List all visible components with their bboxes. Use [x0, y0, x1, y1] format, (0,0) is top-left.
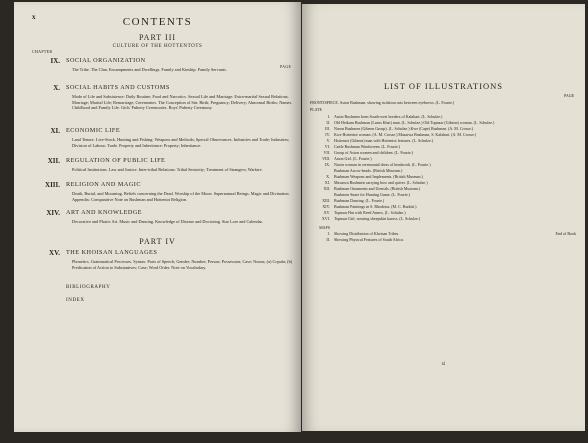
- plate-number: VII.: [323, 150, 330, 155]
- page-column-label: PAGE: [280, 64, 292, 69]
- chapter-description: Land Tenure. Live-Stock. Hunting and Fishing: Weapons and Methods; Special Observances. Industries and Trade; Industries; Division of Labour; Trade. Property and Inheritance: Property; Inheritance.: [72, 137, 290, 148]
- map-number: I.: [327, 231, 330, 236]
- plate-caption: Bushman Arrow-heads. (British Museum.): [334, 168, 403, 173]
- plate-number: IX.: [324, 162, 330, 167]
- plate-caption: Bushman Dancing. (L. Fourie.): [334, 198, 385, 203]
- map-page: End of Book: [555, 231, 576, 236]
- bibliography-entry: BIBLIOGRAPHY: [66, 285, 111, 290]
- plate-number: II.: [326, 120, 330, 125]
- plate-number: XI.: [324, 180, 330, 185]
- chapter-description: Decorative and Plastic Art. Music and Dancing. Knowledge of Disease and Doctoring. Star Lore and Calendar.: [72, 219, 263, 224]
- right-page: [302, 4, 585, 431]
- map-number: II.: [326, 237, 330, 242]
- plate-caption: Aston Bushmen from South-west borders of Kalahari. (L. Schulze.): [334, 114, 443, 119]
- plate-number: IV.: [325, 132, 330, 137]
- plate-caption: Old Heikum Bushman (Lurus Khai) man. (L. Schulze.) Old Topnaar (Gibeon) woman. (L. Schulze.): [334, 120, 495, 125]
- page-number: xi: [441, 362, 446, 367]
- plate-number: I.: [327, 114, 330, 119]
- plate-caption: Aston Girl. (L. Fourie.): [334, 156, 372, 161]
- plate-caption: Naron woman in ceremonial dress of beadwork. (L. Fourie.): [334, 162, 431, 167]
- plate-number: XIV.: [322, 204, 330, 209]
- plate-caption: Topnaar Girl, wearing sheepskin kaross. (L. Schulze.): [334, 216, 421, 221]
- plate-number: III.: [325, 126, 330, 131]
- plate-number: X.: [326, 174, 330, 179]
- page-number: x: [32, 13, 36, 21]
- plate-number: VIII.: [322, 156, 330, 161]
- plate-number: XV.: [323, 210, 330, 215]
- plate-number: XIII.: [322, 198, 330, 203]
- plate-number: VI.: [324, 144, 330, 149]
- chapter-title: ART AND KNOWLEDGE: [66, 209, 143, 216]
- chapter-title: RELIGION AND MAGIC: [66, 181, 141, 188]
- plate-caption: Naron Bushmen (Gibeon Group). (L. Schulze.) Kwe (Cape) Bushman. (A. M. Crosse.): [334, 126, 474, 131]
- chapter-number: XII.: [47, 157, 60, 165]
- list-item: [310, 237, 578, 243]
- plate-caption: Masarwa Bushmen carrying bow and quiver. (L. Schulze.): [334, 180, 428, 185]
- chapter-description: Political Institutions. Law and Justice. Inter-tribal Relations: Tribal Seniority; Treatment of Strangers; Warfare.: [72, 167, 263, 172]
- map-caption: Showing Physical Features of South Africa.: [334, 237, 404, 242]
- chapter-number: XIII.: [45, 181, 60, 189]
- chapter-title: ECONOMIC LIFE: [66, 127, 121, 134]
- chapter-description: Phonetics. Grammatical Processes. Syntax: Parts of Speech; Gender; Number; Person; Possession; Case; Nouns; (a) Copula; (b) Predication of Action to Substantives; Case; Word Order. Note on Vocabulary.: [72, 259, 293, 270]
- list-item: [310, 216, 578, 222]
- maps-label: MAPS: [319, 225, 330, 230]
- plate-caption: Bushman Weapons and Implements. (British Museum.): [334, 174, 423, 179]
- plate-caption: Kwe Hottentot woman. (A. M. Crosse.) Masarwa Bushman, S. Kalahari. (A. M. Crosse.): [334, 132, 477, 137]
- plate-caption: Group of Aston women and children. (L. Fourie.): [334, 150, 414, 155]
- chapter-number: IX.: [50, 57, 60, 65]
- illustrations-title: LIST OF ILLUSTRATIONS: [383, 81, 504, 91]
- chapter-description: Death, Burial, and Mourning. Beliefs concerning the Dead. Worship of the Moon. Supernatural Beings. Magic and Divination. Appendix: Comparative Note on Bushman and Hottentot Religion.: [72, 191, 290, 202]
- chapter-description: The Tribe. The Clan. Encampments and Dwellings. Family and Kinship. Family Servants.: [72, 67, 227, 72]
- plate-caption: Topnaar Hut with Reed Annex. (L. Schulze.): [334, 210, 406, 215]
- plate-number: XVI.: [321, 216, 330, 221]
- page-column-label: PAGE: [564, 93, 575, 98]
- chapter-number: XI.: [50, 127, 60, 135]
- chapter-description: Mode of Life and Subsistence: Daily Routine; Food and Narcotics. Sexual Life and Marriage: Extra-marital Sexual Relations; Marriage; Marital Life; Remarriage; Ceremonies. The Conception of Sin: Birth; Pregnancy; Delivery; Abnormal Births; Names. Childhood and Family Life. Girls' Puberty Ceremonies. Boys' Puberty Ceremony.: [72, 94, 293, 111]
- plate-number: XII.: [323, 186, 330, 191]
- chapter-number: X.: [53, 84, 60, 92]
- plate-caption: Cattle Bushman Windscreen. (L. Fourie.): [334, 144, 401, 149]
- index-entry: INDEX: [66, 298, 85, 303]
- chapter-title: REGULATION OF PUBLIC LIFE: [66, 157, 166, 164]
- chapter-number: XV.: [49, 249, 60, 257]
- part-three-heading: PART III: [138, 33, 177, 42]
- part-three-subtitle: CULTURE OF THE HOTTENTOTS: [112, 44, 203, 49]
- part-four-heading: PART IV: [139, 237, 176, 246]
- plate-caption: Bushman Paintings in S. Rhodesia. (M. C. Burkitt.): [334, 204, 417, 209]
- illustration-list: [310, 114, 578, 243]
- chapter-title: SOCIAL ORGANIZATION: [66, 57, 146, 64]
- contents-title: CONTENTS: [122, 16, 193, 28]
- plate-number: V.: [326, 138, 330, 143]
- left-page: [14, 2, 301, 432]
- chapter-column-label: CHAPTER: [32, 49, 53, 54]
- chapter-number: XIV.: [46, 209, 60, 217]
- chapter-title: THE KHOISAN LANGUAGES: [66, 249, 158, 256]
- plate-caption: Bushmen Snare for Hunting Game. (L. Fourie.): [334, 192, 411, 197]
- plate-caption: Hottentot (Gibeon) man with Hottentot features. (L. Schulze.): [334, 138, 434, 143]
- chapter-title: SOCIAL HABITS AND CUSTOMS: [66, 84, 170, 91]
- plate-caption: Bushman Ornaments and Utensils. (British Museum.): [334, 186, 421, 191]
- frontispiece-entry: FRONTISPIECE. Aston Bushman, showing isolation cuts between eyebrows. (L. Fourie.): [310, 100, 455, 105]
- map-caption: Showing Distribution of Khoisan Tribes.: [334, 231, 400, 236]
- plate-column-label: PLATE: [310, 107, 322, 112]
